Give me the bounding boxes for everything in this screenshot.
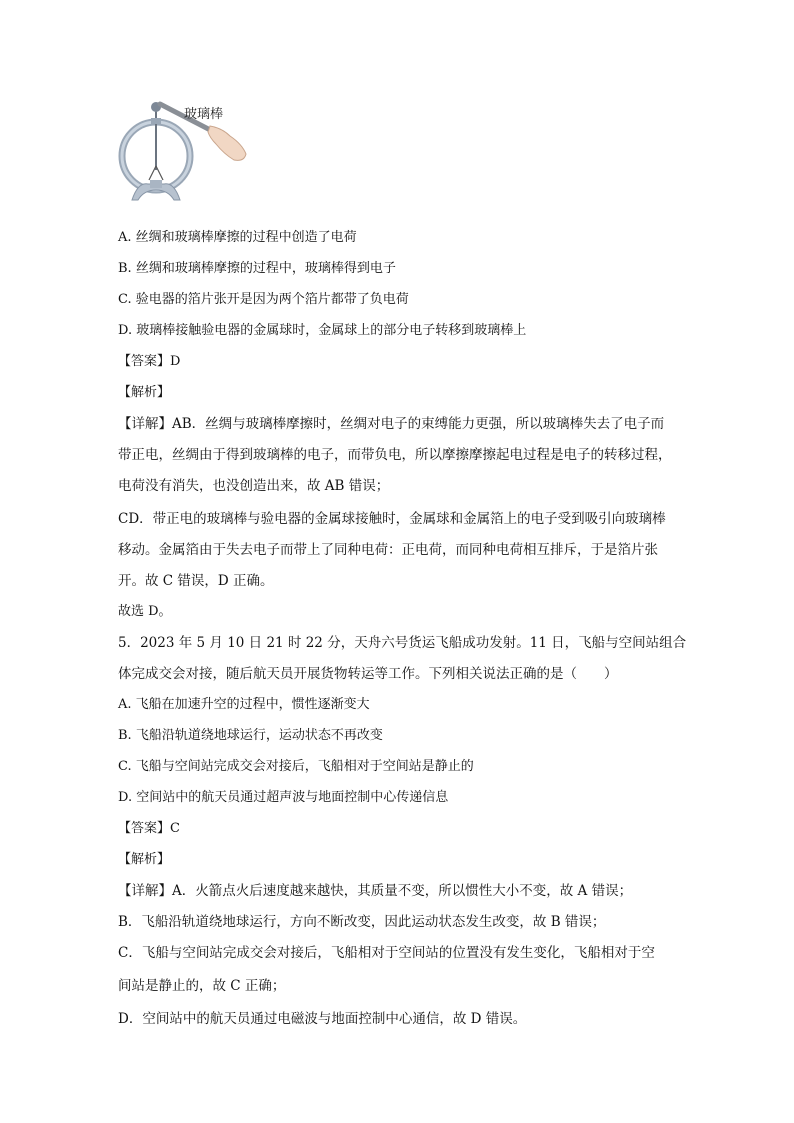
q5-detail-line: B．飞船沿轨道绕地球运行，方向不断改变，因此运动状态发生改变，故 B 错误； — [118, 914, 606, 930]
q5-detail-line: 【详解】A．火箭点火后速度越来越快，其质量不变，所以惯性大小不变，故 A 错误； — [118, 883, 633, 899]
q5-option-d: D. 空间站中的航天员通过超声波与地面控制中心传递信息 — [118, 790, 449, 805]
q4-conclusion: 故选 D。 — [118, 604, 172, 619]
q5-stem-line: 体完成交会对接，随后航天员开展货物转运等工作。下列相关说法正确的是（ ） — [118, 666, 618, 682]
q4-detail-line: 【详解】AB．丝绸与玻璃棒摩擦时，丝绸对电子的束缚能力更强，所以玻璃棒失去了电子而 — [118, 416, 665, 432]
q4-option-a: A. 丝绸和玻璃棒摩擦的过程中创造了电荷 — [118, 230, 357, 245]
q5-option-c: C. 飞船与空间站完成交会对接后，飞船相对于空间站是静止的 — [118, 759, 474, 774]
q4-option-b: B. 丝绸和玻璃棒摩擦的过程中，玻璃棒得到电子 — [118, 261, 396, 276]
q5-answer: 【答案】C — [118, 821, 180, 836]
q4-detail-line: 开。故 C 错误，D 正确。 — [118, 573, 274, 589]
q5-option-a: A. 飞船在加速升空的过程中，惯性逐渐变大 — [118, 697, 370, 712]
q4-detail-line: CD．带正电的玻璃棒与验电器的金属球接触时，金属球和金属箔上的电子受到吸引向玻璃棒 — [118, 511, 666, 527]
q5-option-b: B. 飞船沿轨道绕地球运行，运动状态不再改变 — [118, 728, 383, 743]
q4-detail-line: 移动。金属箔由于失去电子而带上了同种电荷：正电荷，而同种电荷相互排斥，于是箔片张 — [118, 542, 658, 558]
q5-detail-line: D．空间站中的航天员通过电磁波与地面控制中心通信，故 D 错误。 — [118, 1011, 527, 1027]
glass-rod-label: 玻璃棒 — [184, 107, 224, 122]
q5-stem-line: 5．2023 年 5 月 10 日 21 时 22 分，天舟六号货运飞船成功发射。11 日，飞船与空间站组合 — [118, 635, 687, 651]
q4-answer: 【答案】D — [118, 354, 181, 369]
q4-option-d: D. 玻璃棒接触验电器的金属球时，金属球上的部分电子转移到玻璃棒上 — [118, 323, 527, 338]
q5-detail-line: C．飞船与空间站完成交会对接后，飞船相对于空间站的位置没有发生变化，飞船相对于空 — [118, 945, 655, 961]
q4-detail-line: 带正电，丝绸由于得到玻璃棒的电子，而带负电，所以摩擦摩擦起电过程是电子的转移过程， — [118, 447, 672, 463]
q4-option-c: C. 验电器的箔片张开是因为两个箔片都带了负电荷 — [118, 292, 409, 307]
q4-analysis-heading: 【解析】 — [118, 385, 171, 400]
q5-analysis-heading: 【解析】 — [118, 852, 171, 867]
q5-detail-line: 间站是静止的，故 C 正确； — [118, 978, 286, 994]
q4-detail-line: 电荷没有消失，也没创造出来，故 AB 错误； — [118, 478, 390, 494]
